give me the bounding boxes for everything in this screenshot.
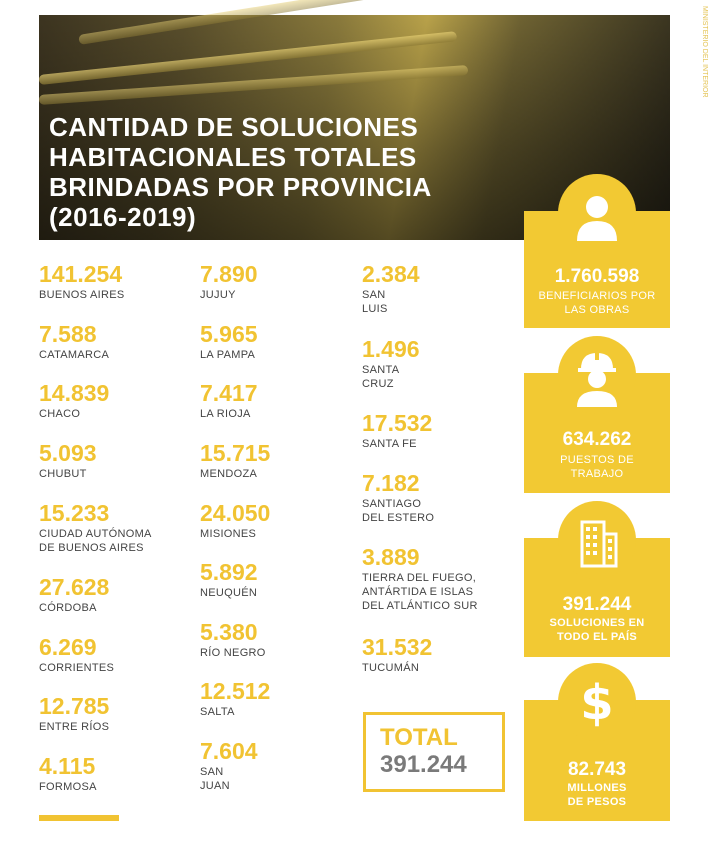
stat-value: 391.244: [562, 594, 632, 615]
province-name: SANTA CRUZ: [362, 364, 400, 390]
province-item: [39, 694, 209, 734]
stat-value: 634.262: [562, 429, 632, 450]
province-value: 6.269: [39, 634, 97, 660]
province-value: 27.628: [39, 574, 110, 600]
province-value: 15.233: [39, 500, 110, 526]
province-item: [200, 381, 370, 421]
stat-label: MILLONES DE PESOS: [567, 782, 627, 808]
province-value: 5.965: [200, 321, 258, 347]
province-name: CÓRDOBA: [39, 602, 97, 614]
province-value: 12.512: [200, 678, 271, 704]
title-line: CANTIDAD DE SOLUCIONES: [49, 112, 419, 142]
title-line: (2016-2019): [49, 202, 197, 232]
total-value: 391.244: [380, 751, 467, 778]
province-name: TUCUMÁN: [362, 662, 420, 674]
province-value: 2.384: [362, 261, 420, 287]
province-item: [200, 739, 370, 793]
province-value: 31.532: [362, 634, 433, 660]
province-value: 14.839: [39, 380, 110, 406]
province-value: 5.892: [200, 559, 258, 585]
province-item: [200, 679, 370, 719]
province-item: [362, 635, 532, 675]
stat-label: PUESTOS DE TRABAJO: [560, 454, 634, 480]
province-item: [362, 471, 532, 525]
worker-helmet-icon: [524, 349, 670, 414]
province-name: NEUQUÉN: [200, 587, 258, 599]
province-name: CHUBUT: [39, 468, 87, 480]
province-item: [39, 381, 209, 421]
dollar-icon: $: [580, 675, 614, 731]
province-value: 15.715: [200, 440, 271, 466]
province-value: 7.604: [200, 738, 258, 764]
province-name: ENTRE RÍOS: [39, 721, 110, 733]
province-name: SALTA: [200, 706, 235, 718]
total-label: TOTAL: [380, 724, 458, 751]
title-line: BRINDADAS POR PROVINCIA: [49, 172, 432, 202]
province-name: RÍO NEGRO: [200, 647, 266, 659]
province-item: [39, 322, 209, 362]
page-title: [49, 112, 432, 232]
province-value: 7.890: [200, 261, 258, 287]
province-value: 24.050: [200, 500, 271, 526]
province-item: [39, 262, 209, 302]
province-item: [200, 441, 370, 481]
province-name: SAN LUIS: [362, 289, 388, 315]
province-name: FORMOSA: [39, 781, 97, 793]
province-name: JUJUY: [200, 289, 236, 301]
province-value: 5.093: [39, 440, 97, 466]
stat-card-beneficiaries: [524, 211, 670, 328]
province-item: [200, 620, 370, 660]
province-item: [39, 754, 209, 794]
stat-card-jobs: [524, 373, 670, 493]
province-item: [39, 635, 209, 675]
province-name: MENDOZA: [200, 468, 258, 480]
province-value: 141.254: [39, 261, 123, 287]
province-value: 12.785: [39, 693, 110, 719]
province-name: SANTA FE: [362, 438, 417, 450]
stat-label: SOLUCIONES EN TODO EL PAÍS: [549, 617, 645, 643]
province-name: CHACO: [39, 408, 81, 420]
province-value: 3.889: [362, 544, 420, 570]
total-box: [363, 712, 505, 792]
province-name: CATAMARCA: [39, 349, 110, 361]
province-name: SAN JUAN: [200, 766, 230, 792]
province-item: [39, 441, 209, 481]
province-name: CORRIENTES: [39, 662, 115, 674]
accent-bar: [39, 815, 119, 821]
province-item: [362, 337, 532, 391]
province-value: 1.496: [362, 336, 420, 362]
province-name: LA PAMPA: [200, 349, 256, 361]
province-value: 7.417: [200, 380, 258, 406]
province-value: 5.380: [200, 619, 258, 645]
province-item: [362, 411, 532, 451]
title-line: HABITACIONALES TOTALES: [49, 142, 417, 172]
province-value: 7.182: [362, 470, 420, 496]
side-credit-text: MINISTERIO DEL INTERIOR: [701, 6, 708, 98]
province-item: [39, 575, 209, 615]
stat-label: BENEFICIARIOS POR LAS OBRAS: [538, 290, 656, 316]
province-value: 17.532: [362, 410, 433, 436]
province-name: BUENOS AIRES: [39, 289, 125, 301]
province-name: LA RIOJA: [200, 408, 251, 420]
province-name: SANTIAGO DEL ESTERO: [362, 498, 435, 524]
province-item: [39, 501, 209, 555]
province-name: TIERRA DEL FUEGO, ANTÁRTIDA E ISLAS DEL ATLÁNTICO SUR: [362, 572, 478, 612]
province-item: [200, 501, 370, 541]
province-name: CIUDAD AUTÓNOMA DE BUENOS AIRES: [39, 528, 152, 554]
province-item: [200, 262, 370, 302]
province-name: MISIONES: [200, 528, 257, 540]
stat-card-pesos: [524, 675, 670, 821]
province-value: 4.115: [39, 753, 96, 779]
stat-value: 1.760.598: [554, 266, 640, 287]
province-item: [362, 545, 532, 613]
province-item: [362, 262, 532, 316]
province-item: [200, 322, 370, 362]
person-icon: [524, 193, 670, 248]
stat-card-solutions: [524, 538, 670, 657]
stat-value: 82.743: [567, 759, 627, 780]
side-credit: [700, 6, 710, 176]
province-item: [200, 560, 370, 600]
buildings-icon: [524, 518, 670, 573]
province-value: 7.588: [39, 321, 97, 347]
